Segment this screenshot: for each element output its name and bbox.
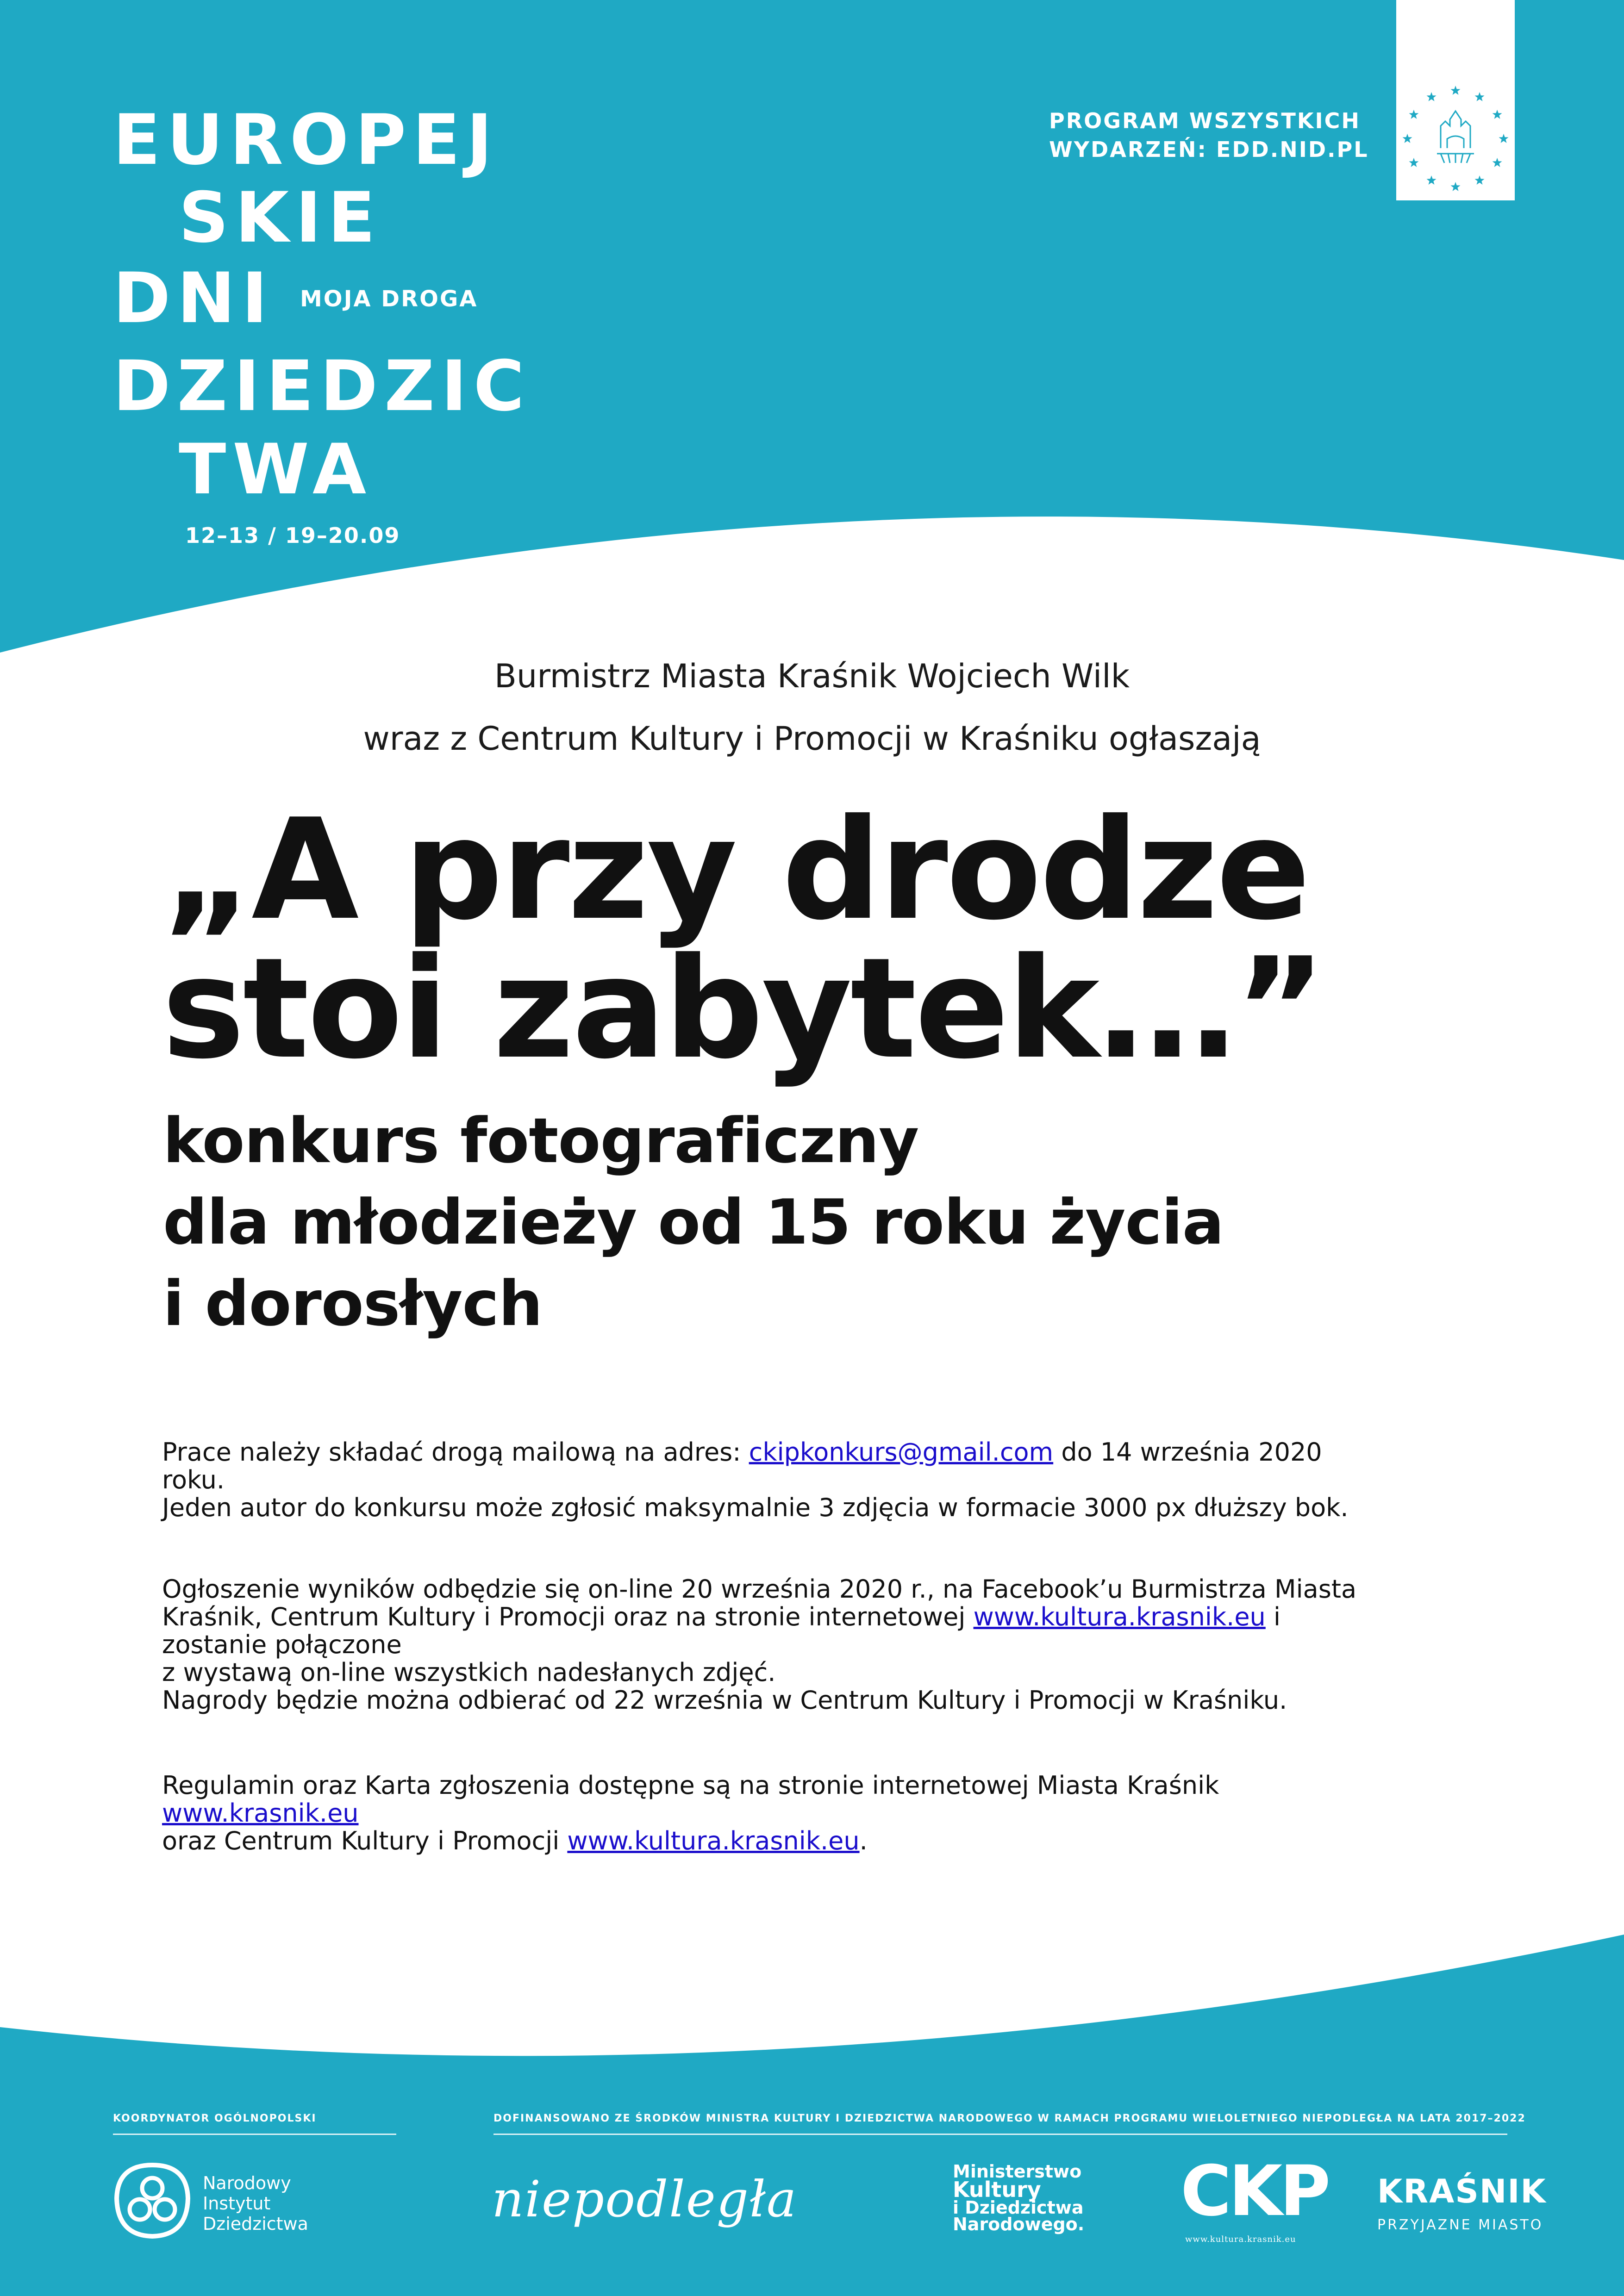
kultura-link-2[interactable]: www.kultura.krasnik.eu [567,1826,860,1855]
logo-line-3: DNI [113,258,274,339]
footer-label-funding: DOFINANSOWANO ZE ŚRODKÓW MINISTRA KULTURY I DZIEDZICTWA NARODOWEGO W RAMACH PROGRAMU WIELOLETNIEGO NIEPODLEGŁA NA LATA 2017–2022 [493,2113,1526,2124]
p2-text: Kraśnik, Centrum Kultury i Promocji oraz na stronie internetowej [162,1602,974,1631]
star-icon [1475,175,1485,185]
tagline: MOJA DROGA [300,286,478,312]
ministry-line-2: Kultury [953,2177,1041,2202]
p2-line-1: Ogłoszenie wyników odbędzie się on-line 20 września 2020 r., na Facebook’u Burmistrza Miasta [162,1574,1357,1604]
logo-line-5: TWA [179,429,373,510]
ckp-url: www.kultura.krasnik.eu [1185,2234,1296,2244]
p2-line-3: zostanie połączone [162,1630,402,1659]
council-of-europe-stars-castle-icon [1396,0,1515,200]
intro-line-1: Burmistrz Miasta Kraśnik Wojciech Wilk [494,657,1130,695]
subtitle-line-2: dla młodzieży od 15 roku życia [163,1186,1224,1258]
p3-text-after: . [859,1826,868,1855]
title-line-2: stoi zabytek…” [162,928,1324,1089]
subtitle-line-3: i dorosłych [163,1268,543,1340]
krasnik-tagline: PRZYJAZNE MIASTO [1377,2217,1543,2233]
ministry-line-3: i Dziedzictwa [953,2197,1084,2218]
p2-text-after: i [1265,1602,1280,1631]
star-icon [1427,175,1437,185]
star-icon [1475,92,1485,101]
footer-divider-left [113,2134,396,2135]
p2-line-4: z wystawą on-line wszystkich nadesłanych zdjęć. [162,1658,776,1687]
program-line-2 [1049,135,1369,164]
p3-line-1: Regulamin oraz Karta zgłoszenia dostępne są na stronie internetowej Miasta Kraśnik [162,1771,1219,1800]
footer-label-coordinator: KOORDYNATOR OGÓLNOPOLSKI [113,2113,317,2124]
logo-line-1: EUROPEJ [113,100,499,180]
kultura-link-1[interactable]: www.kultura.krasnik.eu [973,1602,1266,1631]
star-icon [1493,158,1502,167]
intro-line-2: wraz z Centrum Kultury i Promocji w Kraśniku ogłaszają [363,720,1261,758]
logo-line-2: SKIE [179,178,382,258]
nid-name [203,2173,308,2234]
p1-line-1 [162,1438,1458,1466]
star-icon [1499,134,1509,143]
star-icon [1451,86,1461,95]
krasnik-logo: KRAŚNIK [1377,2172,1547,2210]
program-line-1: PROGRAM WSZYSTKICH [1049,108,1361,133]
ministry-line-4: Narodowego. [953,2214,1085,2234]
event-dates: 12–13 / 19–20.09 [185,523,400,548]
email-link[interactable]: ckipkonkurs@gmail.com [749,1437,1054,1467]
p2-line-2 [162,1603,1458,1631]
nid-line-3: Dziedzictwa [203,2214,308,2234]
program-prefix: WYDARZEŃ: [1049,137,1216,162]
p1-text-after: do 14 września 2020 [1053,1437,1322,1467]
p1-text: Prace należy składać drogą mailową na adres: [162,1437,749,1467]
ckp-logo: CKP [1181,2151,1328,2232]
p1-line-3: Jeden autor do konkursu może zgłosić maksymalnie 3 zdjęcia w formacie 3000 px dłuższy bok. [162,1493,1349,1522]
nid-line-2: Instytut [203,2193,271,2214]
star-icon [1451,182,1461,191]
p3-line-3 [162,1827,1458,1855]
title-line-1: „A przy drodze [162,789,1309,951]
program-url[interactable]: EDD.NID.PL [1216,137,1369,162]
ministry-line-1: Ministerstwo [953,2161,1082,2182]
results-paragraph [162,1575,1458,1714]
niepodlegla-logo: niepodległa [492,2171,798,2228]
star-icon [1493,110,1502,119]
star-icon [1427,92,1437,101]
subtitle-line-1: konkurs fotograficzny [163,1105,919,1177]
star-icon [1409,158,1419,167]
submission-paragraph [162,1438,1458,1522]
p3-line-2 [162,1799,1458,1827]
p1-line-2: roku. [162,1465,225,1494]
footer-divider-right [493,2134,1507,2135]
regulations-paragraph [162,1772,1458,1855]
p3-text: oraz Centrum Kultury i Promocji [162,1826,568,1855]
logo-line-4: DZIEDZIC [113,346,531,427]
ministry-logo [953,2163,1084,2233]
krasnik-link[interactable]: www.krasnik.eu [162,1798,359,1828]
star-icon [1403,134,1412,143]
nid-line-1: Narodowy [203,2173,291,2193]
star-icon [1409,110,1419,119]
nid-logo-icon [113,2161,192,2240]
p2-line-5: Nagrody będzie można odbierać od 22 września w Centrum Kultury i Promocji w Kraśniku. [162,1686,1287,1715]
program-info [1049,106,1369,164]
emblem-box [1396,0,1515,200]
